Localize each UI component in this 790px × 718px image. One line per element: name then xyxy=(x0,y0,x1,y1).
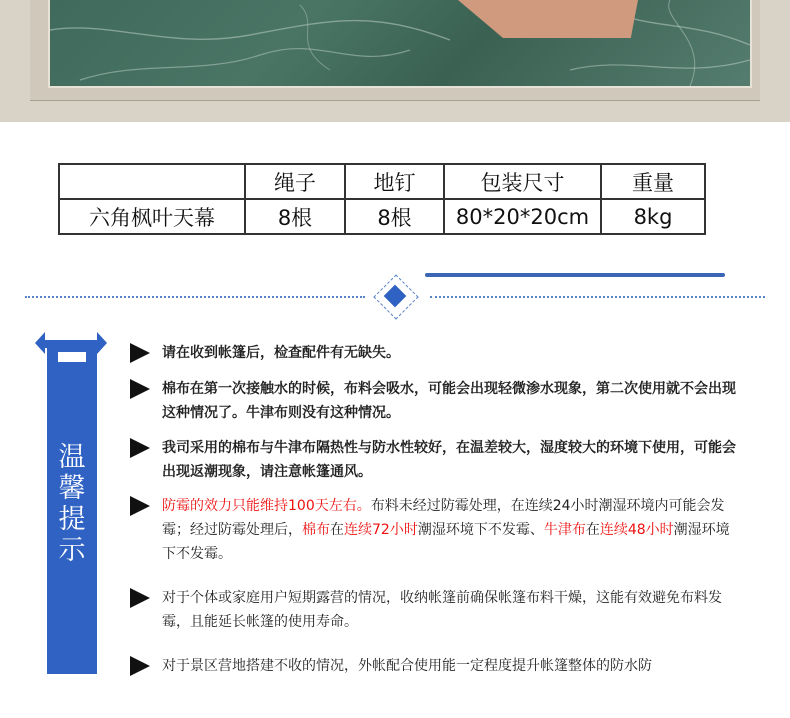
arrow-right-icon xyxy=(130,438,150,458)
table-header-cell: 地钉 xyxy=(345,164,444,199)
tip-text: 棉布在第一次接触水的时候，布料会吸水，可能会出现轻微渗水现象，第二次使用就不会出现这种情况了。牛津布则没有这种情况。 xyxy=(162,381,736,421)
product-photo-band xyxy=(0,0,790,122)
table-row xyxy=(59,199,705,234)
divider-accent-bar xyxy=(425,273,725,277)
tip-highlight: 棉布 xyxy=(302,522,330,538)
tip-highlight: 连续72小时 xyxy=(344,522,418,538)
tip-highlight: 防霉的效力只能维持100天左右。 xyxy=(162,498,371,514)
tag-notch xyxy=(58,352,86,362)
tip-text: 请在收到帐篷后，检查配件有无缺失。 xyxy=(162,345,400,361)
tip-segment: 在 xyxy=(585,522,600,538)
arrow-right-icon xyxy=(130,343,150,363)
tip-item xyxy=(130,494,740,566)
notice-title-char: 提 xyxy=(58,504,86,535)
arrow-right-icon xyxy=(130,588,150,608)
dotted-divider-right xyxy=(430,296,765,298)
table-cell: 8kg xyxy=(601,199,705,234)
tip-segment: 布料未经过防霉处理，在连续24小时潮湿环境内可能会发霉；经过防霉处理后， xyxy=(162,498,725,538)
marble-veins xyxy=(50,0,750,86)
arrow-right-icon xyxy=(130,656,150,676)
tip-text: 我司采用的棉布与牛津布隔热性与防水性较好，在温差较大，湿度较大的环境下使用，可能会出现返潮现象，请注意帐篷通风。 xyxy=(162,440,736,480)
table-header-cell: 包装尺寸 xyxy=(444,164,601,199)
marble-floor-photo xyxy=(48,0,752,88)
table-cell: 8根 xyxy=(345,199,444,234)
tip-item xyxy=(130,654,740,678)
notice-title-char: 馨 xyxy=(58,473,86,504)
notice-title xyxy=(47,442,97,566)
tip-segment: 在 xyxy=(330,522,344,538)
table-header-row xyxy=(59,164,705,199)
table-cell: 8根 xyxy=(245,199,345,234)
tip-segment: 潮湿环境下不发霉。 xyxy=(162,522,730,562)
table-header-cell xyxy=(59,164,245,199)
notice-title-char: 温 xyxy=(58,442,86,473)
tip-text: 对于景区营地搭建不收的情况，外帐配合使用能一定程度提升帐篷整体的防水防 xyxy=(162,658,652,674)
tip-text: 对于个体或家庭用户短期露营的情况，收纳帐篷前确保帐篷布料干燥，这能有效避免布料发霉，且能延长帐篷的使用寿命。 xyxy=(162,590,722,630)
tip-highlight: 连续48小时 xyxy=(599,522,674,538)
tip-item xyxy=(130,377,740,425)
tip-segment: 潮湿环境下不发霉、 xyxy=(417,522,544,538)
spec-table xyxy=(58,163,706,235)
arrow-right-icon xyxy=(130,496,150,516)
tip-text xyxy=(162,494,740,566)
tip-item xyxy=(130,341,740,365)
table-cell: 80*20*20cm xyxy=(444,199,601,234)
dotted-divider-left xyxy=(25,296,365,298)
tip-item xyxy=(130,436,740,484)
tip-highlight: 牛津布 xyxy=(543,522,586,538)
notice-title-char: 示 xyxy=(58,535,86,566)
table-header-cell: 绳子 xyxy=(245,164,345,199)
arrow-right-icon xyxy=(130,379,150,399)
table-cell: 六角枫叶天幕 xyxy=(59,199,245,234)
table-header-cell: 重量 xyxy=(601,164,705,199)
tip-item xyxy=(130,586,740,634)
